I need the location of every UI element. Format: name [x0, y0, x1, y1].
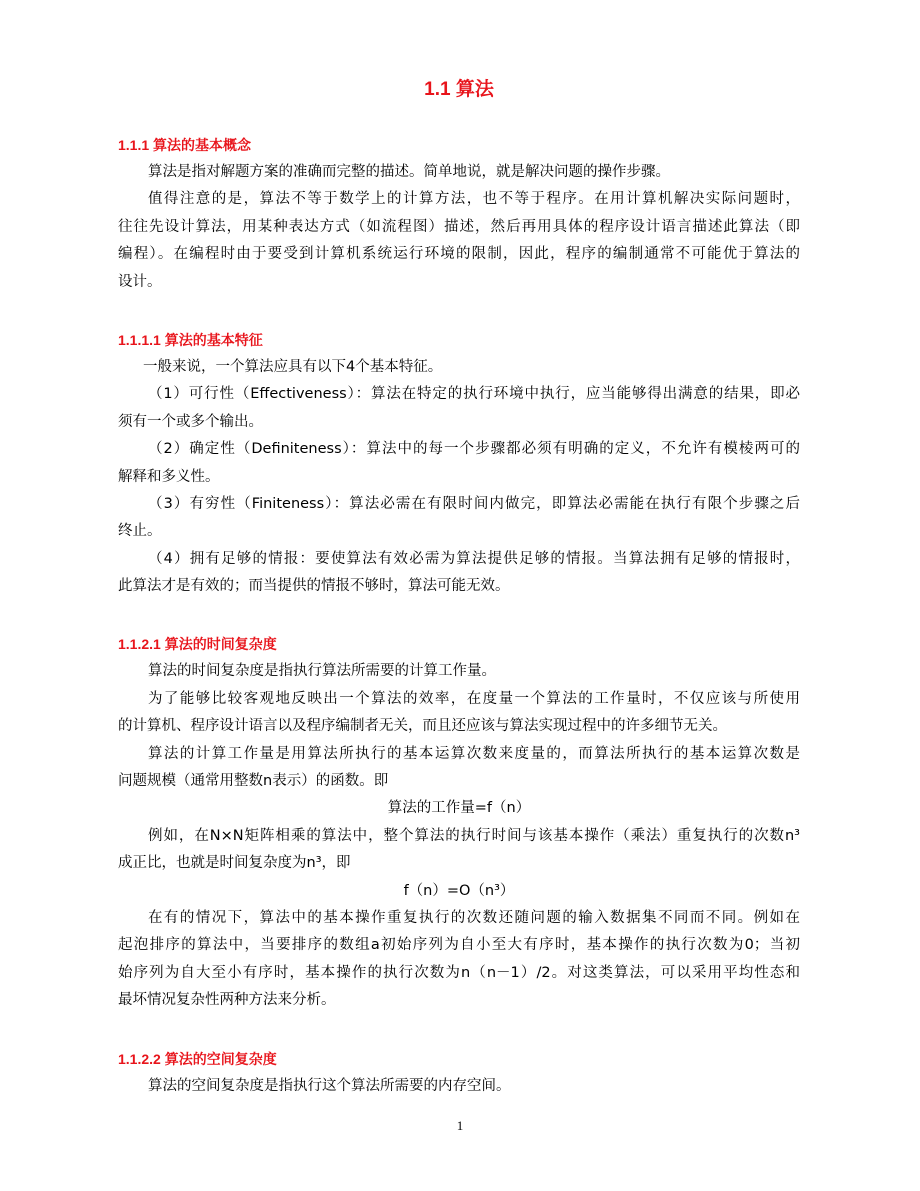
text-line: 终止。: [118, 523, 162, 540]
text-line: 一般来说，一个算法应具有以下4个基本特征。: [143, 358, 443, 375]
text-line: 例如，在N×N矩阵相乘的算法中，整个算法的执行时间与该基本操作（乘法）重复执行的次数n³: [148, 827, 800, 844]
paragraph: [118, 491, 800, 546]
text-line: 成正比，也就是时间复杂度为n³，即: [118, 855, 351, 872]
text-line: 最坏情况复杂性两种方法来分析。: [118, 992, 336, 1009]
paragraph: [118, 436, 800, 491]
text-line: 设计。: [118, 273, 162, 290]
section-heading: 1.1.1 算法的基本概念: [118, 137, 252, 153]
section-heading: 1.1.1.1 算法的基本特征: [118, 331, 263, 348]
text-line: 问题规模（通常用整数n表示）的函数。即: [118, 773, 389, 790]
text-line: （2）确定性（Definiteness）：算法中的每一个步骤都必须有明确的定义，不允许有模棱两可的: [148, 441, 800, 458]
paragraph: [118, 686, 800, 741]
paragraph: [118, 1073, 800, 1100]
formula: 算法的工作量=f（n）: [387, 800, 531, 817]
text-line: 始序列为自大至小有序时，基本操作的执行次数为n（n－1）/2。对这类算法，可以采用平均性态和: [118, 964, 800, 981]
paragraph: [118, 546, 800, 601]
text-line: 算法的时间复杂度是指执行算法所需要的计算工作量。: [148, 663, 496, 680]
paragraph: [118, 381, 800, 436]
text-line: 在有的情况下，算法中的基本操作重复执行的次数还随问题的输入数据集不同而不同。例如在: [148, 909, 800, 926]
paragraph: [118, 658, 800, 685]
text-line: 起泡排序的算法中，当要排序的数组a初始序列为自小至大有序时，基本操作的执行次数为0；当初: [118, 937, 800, 954]
paragraph: [118, 354, 800, 381]
text-line: （1）可行性（Effectiveness）：算法在特定的执行环境中执行，应当能够得出满意的结果，即必: [148, 386, 800, 403]
paragraph: [118, 905, 800, 1015]
page-title: 1.1 算法: [424, 79, 494, 100]
formula: f（n）=O（n³）: [403, 882, 515, 899]
text-line: 的计算机、程序设计语言以及程序编制者无关，而且还应该与算法实现过程中的许多细节无关。: [118, 718, 727, 735]
text-line: 编程）。在编程时由于要受到计算机系统运行环境的限制，因此，程序的编制通常不可能优于算法的: [118, 246, 800, 263]
paragraph: [118, 741, 800, 796]
text-line: 为了能够比较客观地反映出一个算法的效率，在度量一个算法的工作量时，不仅应该与所使用: [148, 690, 800, 707]
section-heading: 1.1.2.1 算法的时间复杂度: [118, 636, 277, 653]
paragraph: [118, 186, 800, 296]
text-line: 值得注意的是，算法不等于数学上的计算方法，也不等于程序。在用计算机解决实际问题时，: [148, 191, 800, 208]
text-line: 算法的空间复杂度是指执行这个算法所需要的内存空间。: [148, 1077, 511, 1094]
text-line: （4）拥有足够的情报：要使算法有效必需为算法提供足够的情报。当算法拥有足够的情报时，: [148, 550, 800, 567]
text-line: 算法的计算工作量是用算法所执行的基本运算次数来度量的，而算法所执行的基本运算次数是: [148, 745, 800, 762]
text-line: 往往先设计算法，用某种表达方式（如流程图）描述，然后再用具体的程序设计语言描述此算法（即: [118, 218, 800, 235]
section-heading: 1.1.2.2 算法的空间复杂度: [118, 1050, 277, 1067]
text-line: 须有一个或多个输出。: [118, 413, 263, 430]
text-line: （3）有穷性（Finiteness）：算法必需在有限时间内做完，即算法必需能在执行有限个步骤之后: [148, 495, 800, 512]
paragraph: [118, 823, 800, 878]
text-line: 解释和多义性。: [118, 468, 220, 485]
paragraph: [118, 159, 800, 186]
page-number: 1: [456, 1118, 464, 1133]
document-body: [118, 132, 800, 1100]
text-line: 此算法才是有效的；而当提供的情报不够时，算法可能无效。: [118, 578, 510, 595]
text-line: 算法是指对解题方案的准确而完整的描述。简单地说，就是解决问题的操作步骤。: [148, 164, 670, 180]
